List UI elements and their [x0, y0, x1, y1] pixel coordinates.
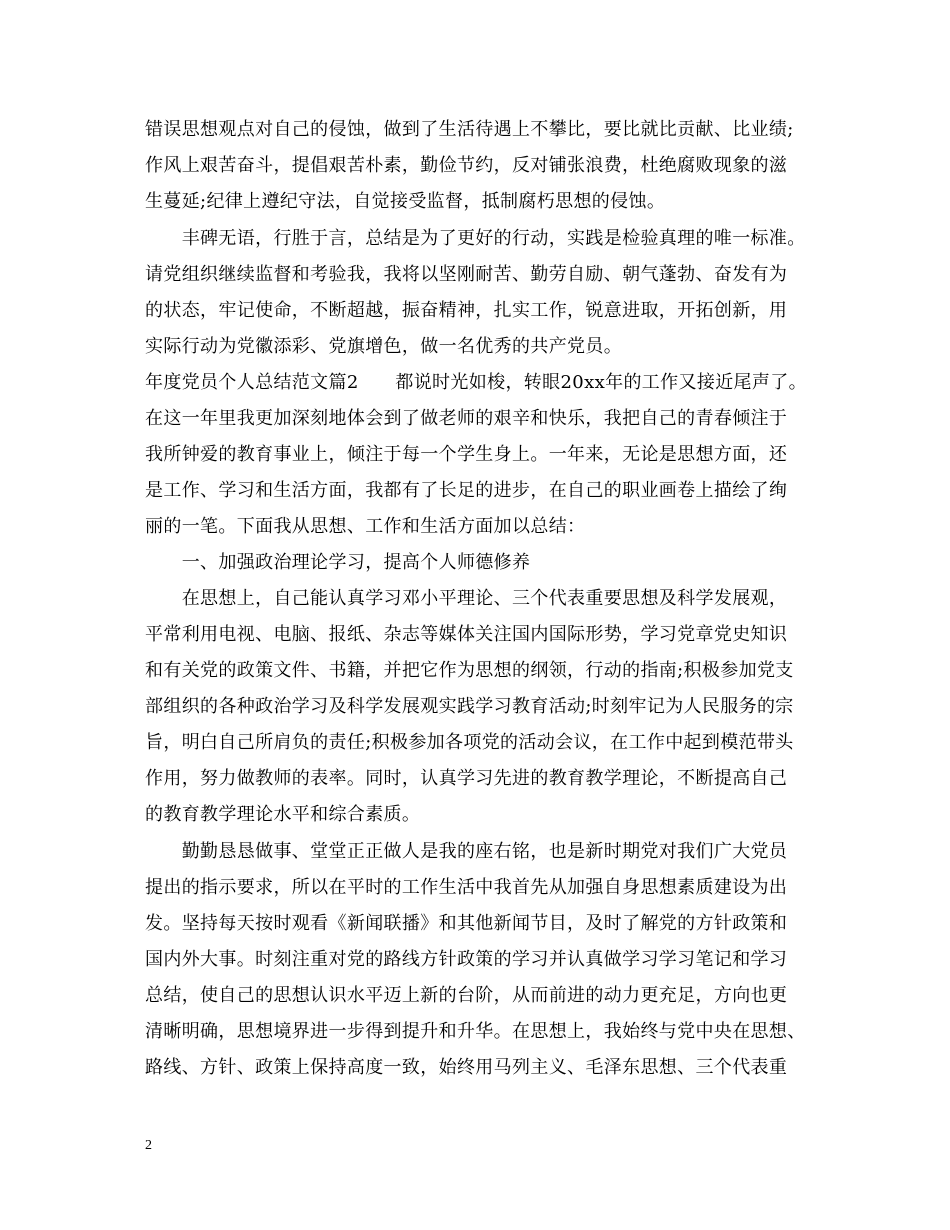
text-line: 的教育教学理论水平和综合素质。: [145, 804, 421, 825]
text-line: 国内外大事。时刻注重对党的路线方针政策的学习并认真做学习学习笔记和学习: [145, 949, 788, 970]
text-line: 路线、方针、政策上保持高度一致，始终用马列主义、毛泽东思想、三个代表重: [145, 1057, 788, 1078]
subheading: 一、加强政治理论学习，提高个人师德修养: [145, 552, 531, 573]
text-line: 是工作、学习和生活方面，我都有了长足的进步，在自己的职业画卷上描绘了绚: [145, 480, 788, 501]
text-line: 平常利用电视、电脑、报纸、杂志等媒体关注国内国际形势，学习党章党史知识: [145, 624, 788, 645]
text-line: 实际行动为党徽添彩、党旗增色，做一名优秀的共产党员。: [145, 336, 623, 357]
text-line: 提出的指示要求，所以在平时的工作生活中我首先从加强自身思想素质建设为出: [145, 877, 788, 898]
text-line: 生蔓延;纪律上遵纪守法，自觉接受监督，抵制腐朽思想的侵蚀。: [145, 191, 666, 212]
section-heading: 年度党员个人总结范文篇2 都说时光如梭，转眼20xx年的工作又接近尾声了。: [145, 372, 807, 393]
text-line: 部组织的各种政治学习及科学发展观实践学习教育活动;时刻牢记为人民服务的宗: [145, 696, 794, 717]
text-line: 的状态，牢记使命，不断超越，振奋精神，扎实工作，锐意进取，开拓创新，用: [145, 300, 788, 321]
text-line: 和有关党的政策文件、书籍，并把它作为思想的纲领，行动的指南;积极参加党支: [145, 660, 794, 681]
text-line: 请党组织继续监督和考验我，我将以坚刚耐苦、勤劳自励、朝气蓬勃、奋发有为: [145, 264, 788, 285]
text-line: 作风上艰苦奋斗，提倡艰苦朴素，勤俭节约，反对铺张浪费，杜绝腐败现象的滋: [145, 155, 788, 176]
text-line: 勤勤恳恳做事、堂堂正正做人是我的座右铭，也是新时期党对我们广大党员: [145, 841, 788, 862]
text-line: 在思想上，自己能认真学习邓小平理论、三个代表重要思想及科学发展观，: [145, 588, 788, 609]
text-line: 旨，明白自己所肩负的责任;积极参加各项党的活动会议，在工作中起到模范带头: [145, 732, 794, 753]
text-line: 在这一年里我更加深刻地体会到了做老师的艰辛和快乐，我把自己的青春倾注于: [145, 408, 788, 429]
text-line: 我所钟爱的教育事业上，倾注于每一个学生身上。一年来，无论是思想方面，还: [145, 444, 788, 465]
text-line: 发。坚持每天按时观看《新闻联播》和其他新闻节目，及时了解党的方针政策和: [145, 913, 788, 934]
text-line: 丽的一笔。下面我从思想、工作和生活方面加以总结：: [145, 516, 586, 537]
text-line: 作用，努力做教师的表率。同时，认真学习先进的教育教学理论，不断提高自己: [145, 768, 788, 789]
text-line: 丰碑无语，行胜于言，总结是为了更好的行动，实践是检验真理的唯一标准。: [145, 228, 806, 249]
text-line: 总结，使自己的思想认识水平迈上新的台阶，从而前进的动力更充足，方向也更: [145, 985, 788, 1006]
text-line: 清晰明确，思想境界进一步得到提升和升华。在思想上，我始终与党中央在思想、: [145, 1021, 806, 1042]
page-number: 2: [145, 1138, 152, 1153]
text-line: 错误思想观点对自己的侵蚀，做到了生活待遇上不攀比，要比就比贡献、比业绩;: [145, 119, 794, 140]
